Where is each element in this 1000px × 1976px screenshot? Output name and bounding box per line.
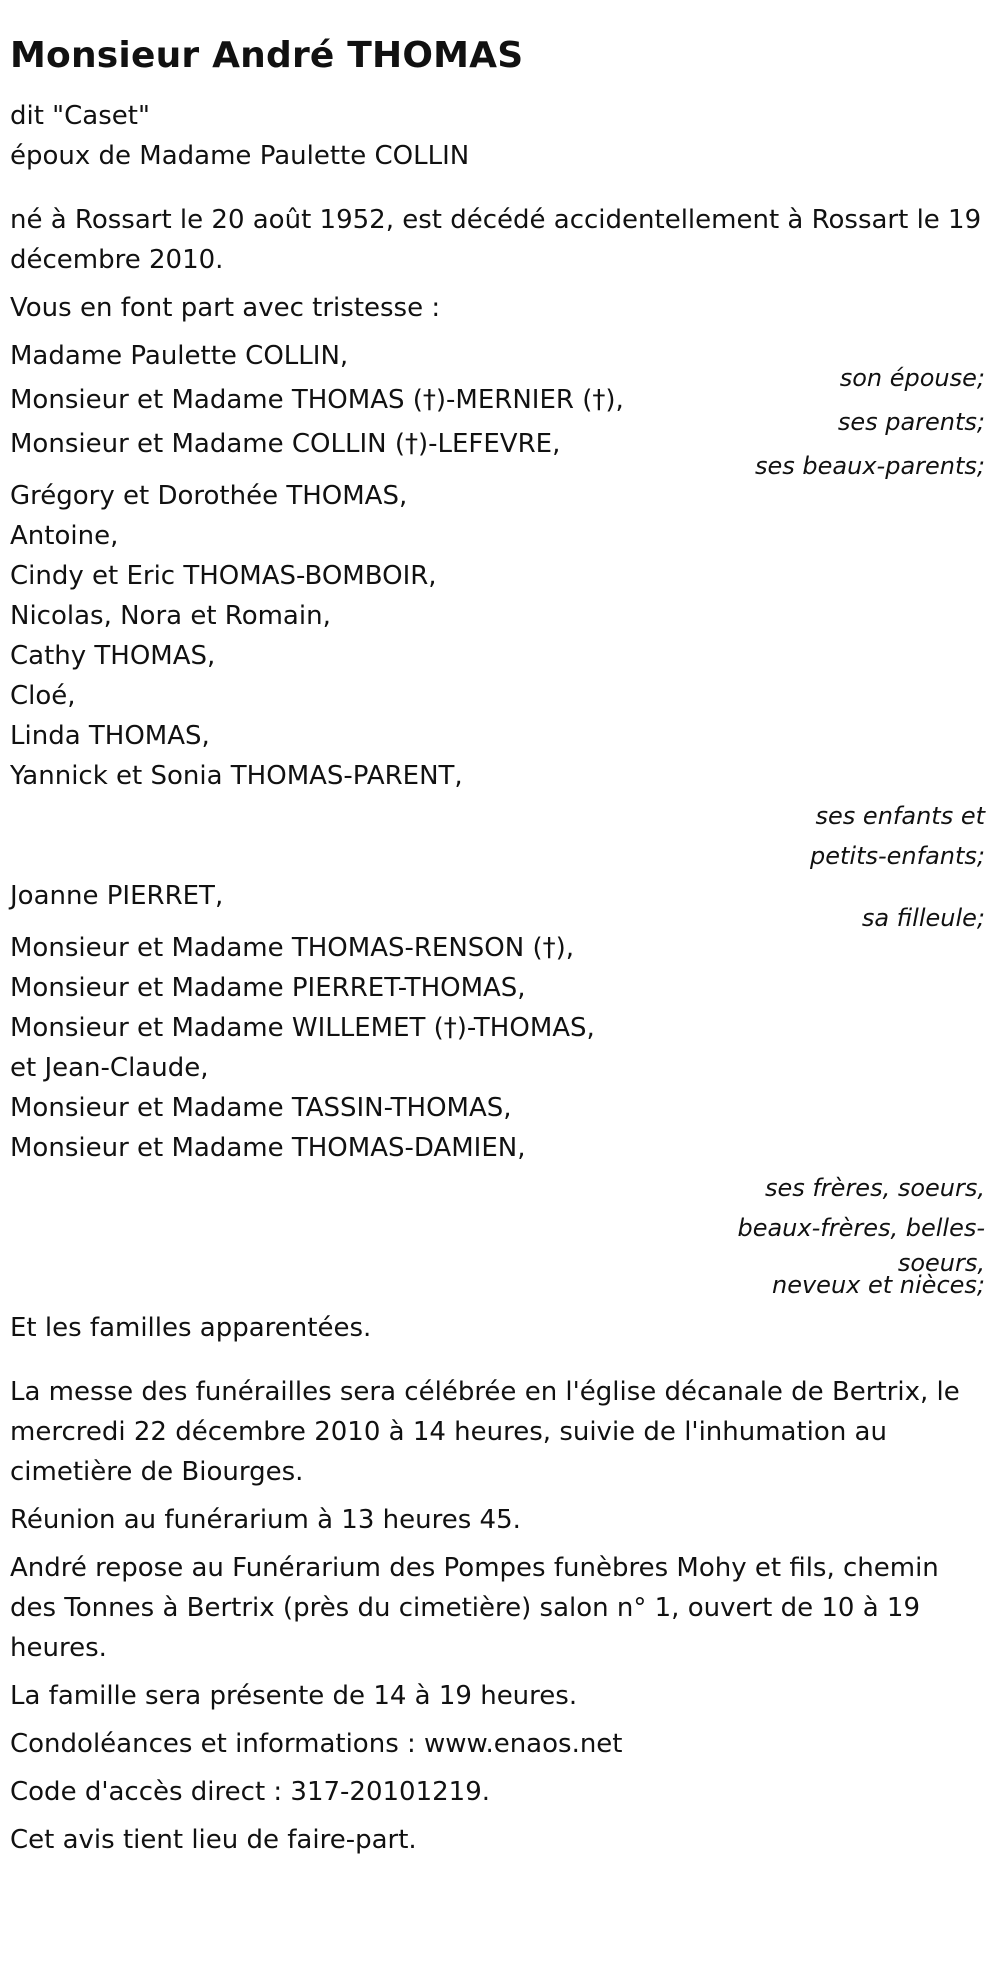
- list-item: Antoine,: [10, 521, 119, 551]
- spouse-line: époux de Madame Paulette COLLIN: [10, 141, 470, 171]
- access-code-text: Code d'accès direct : 317-20101219.: [10, 1777, 491, 1807]
- family-siblings-relation-cont: beaux-frères, belles-: [737, 1214, 985, 1242]
- family-goddaughter-relation: sa filleule;: [861, 904, 985, 932]
- obituary-notice: [10, 0, 985, 1860]
- family-siblings-relation: ses frères, soeurs,: [764, 1174, 985, 1202]
- family-present-text: La famille sera présente de 14 à 19 heures.: [10, 1681, 578, 1711]
- funeral-mass-text: La messe des funérailles sera célébrée en l'église décanale de Bertrix, le mercredi 22 décembre 2010 à 14 heures, suivie de l'inhumation au cimetière de Biourges.: [10, 1377, 960, 1487]
- family-inlaws-relation: ses beaux-parents;: [755, 452, 985, 480]
- list-item: Grégory et Dorothée THOMAS,: [10, 481, 408, 511]
- birth-death-text: né à Rossart le 20 août 1952, est décédé accidentellement à Rossart le 19 décembre 2010.: [10, 205, 982, 275]
- list-item: Monsieur et Madame WILLEMET (†)-THOMAS,: [10, 1013, 595, 1043]
- list-item: Monsieur et Madame PIERRET-THOMAS,: [10, 973, 526, 1003]
- list-item: Cloé,: [10, 681, 76, 711]
- list-item: Cathy THOMAS,: [10, 641, 216, 671]
- family-children-relation: ses enfants et: [815, 802, 985, 830]
- funeral-meeting-text: Réunion au funérarium à 13 heures 45.: [10, 1505, 521, 1535]
- condolences-text: Condoléances et informations : www.enaos.net: [10, 1729, 623, 1759]
- related-families: Et les familles apparentées.: [10, 1313, 372, 1343]
- list-item: Yannick et Sonia THOMAS-PARENT,: [10, 761, 463, 791]
- notice-text: Cet avis tient lieu de faire-part.: [10, 1825, 417, 1855]
- announce-text: Vous en font part avec tristesse :: [10, 293, 441, 323]
- list-item: Nicolas, Nora et Romain,: [10, 601, 331, 631]
- list-item: et Jean-Claude,: [10, 1053, 209, 1083]
- list-item: Monsieur et Madame THOMAS-DAMIEN,: [10, 1133, 526, 1163]
- page-title: Monsieur André THOMAS: [10, 35, 524, 76]
- list-item: Monsieur et Madame TASSIN-THOMAS,: [10, 1093, 512, 1123]
- list-item: Monsieur et Madame THOMAS-RENSON (†),: [10, 933, 575, 963]
- family-parents-relation: ses parents;: [837, 408, 985, 436]
- siblings-list: [10, 928, 985, 1168]
- family-inlaws-name: Monsieur et Madame COLLIN (†)-LEFEVRE,: [10, 429, 561, 459]
- family-goddaughter-name: Joanne PIERRET,: [10, 881, 224, 911]
- family-siblings-relation-cont2: soeurs,: [897, 1249, 985, 1277]
- family-spouse-name: Madame Paulette COLLIN,: [10, 341, 349, 371]
- family-children-relation-cont: petits-enfants;: [810, 842, 985, 870]
- family-spouse-relation: son épouse;: [839, 364, 985, 392]
- funeral-rest-text: André repose au Funérarium des Pompes funèbres Mohy et fils, chemin des Tonnes à Bertrix (près du cimetière) salon n° 1, ouvert de 10 à 19 heures.: [10, 1553, 939, 1663]
- children-list: [10, 476, 985, 796]
- family-siblings-relation-cont3: neveux et nièces;: [772, 1271, 985, 1299]
- family-parents-name: Monsieur et Madame THOMAS (†)-MERNIER (†),: [10, 385, 624, 415]
- nickname-line: dit "Caset": [10, 101, 150, 131]
- list-item: Cindy et Eric THOMAS-BOMBOIR,: [10, 561, 437, 591]
- list-item: Linda THOMAS,: [10, 721, 210, 751]
